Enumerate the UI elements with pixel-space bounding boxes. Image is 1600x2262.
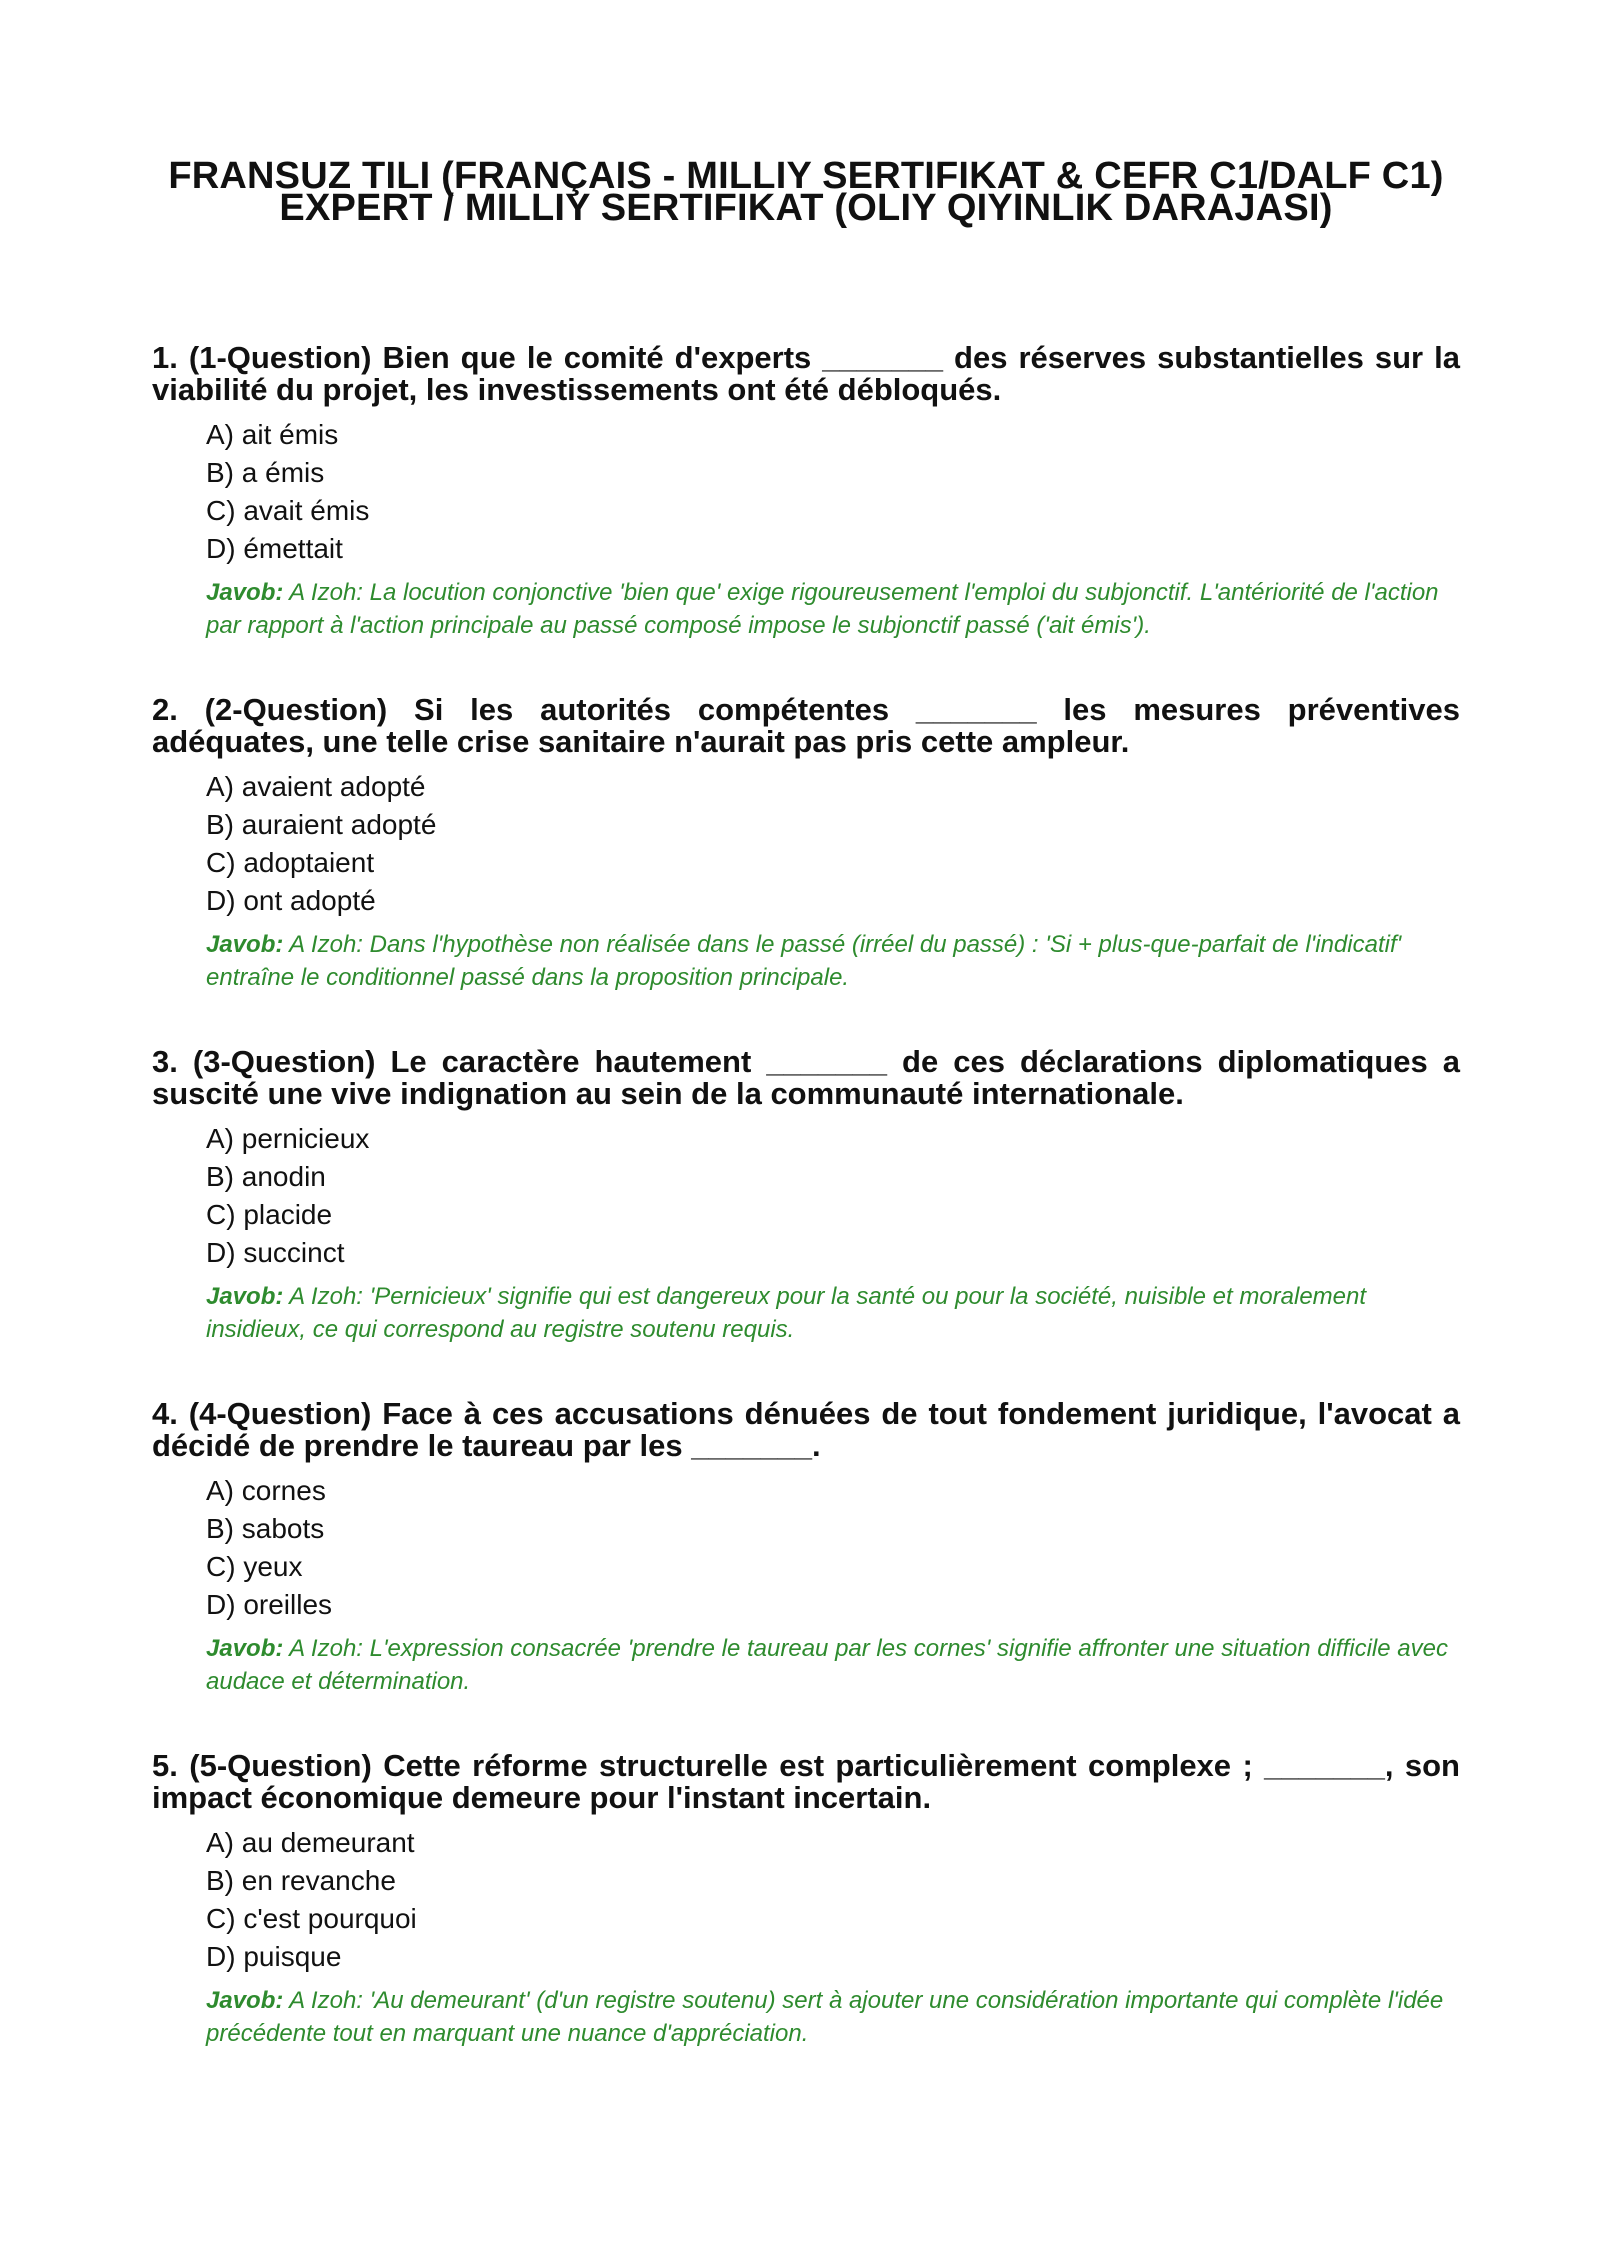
option-b[interactable]: B) auraient adopté bbox=[206, 809, 437, 840]
option-b[interactable]: B) anodin bbox=[206, 1161, 326, 1192]
answer-explanation bbox=[206, 1984, 1460, 2050]
option-list bbox=[152, 416, 1460, 568]
answer-text: A Izoh: Dans l'hypothèse non réalisée dans le passé (irréel du passé) : 'Si + plus-que-parfait de l'indicatif' entraîne le conditionnel passé dans la proposition principale. bbox=[206, 931, 1402, 991]
option-a[interactable]: A) au demeurant bbox=[206, 1827, 415, 1858]
question-1 bbox=[152, 342, 1460, 642]
option-a[interactable]: A) avaient adopté bbox=[206, 771, 426, 802]
option-list bbox=[152, 1120, 1460, 1272]
option-a[interactable]: A) cornes bbox=[206, 1475, 326, 1506]
option-b[interactable]: B) sabots bbox=[206, 1513, 325, 1544]
option-b[interactable]: B) en revanche bbox=[206, 1865, 396, 1896]
answer-text: A Izoh: 'Pernicieux' signifie qui est dangereux pour la santé ou pour la société, nuisible et moralement insidieux, ce qui correspond au registre soutenu requis. bbox=[206, 1283, 1367, 1343]
answer-label: Javob: bbox=[206, 1987, 284, 2014]
option-c[interactable]: C) avait émis bbox=[206, 495, 370, 526]
answer-explanation bbox=[206, 1280, 1460, 1346]
answer-label: Javob: bbox=[206, 579, 284, 606]
question-2 bbox=[152, 694, 1460, 994]
option-d[interactable]: D) ont adopté bbox=[206, 885, 376, 916]
answer-text: A Izoh: L'expression consacrée 'prendre le taureau par les cornes' signifie affronter une situation difficile avec audace et détermination. bbox=[206, 1635, 1448, 1695]
question-stem: 4. (4-Question) Face à ces accusations dénuées de tout fondement juridique, l'avocat a décidé de prendre le taureau par les _______. bbox=[152, 1396, 1460, 1463]
option-b[interactable]: B) a émis bbox=[206, 457, 325, 488]
option-list bbox=[152, 1824, 1460, 1976]
answer-label: Javob: bbox=[206, 1635, 284, 1662]
option-list bbox=[152, 1472, 1460, 1624]
option-c[interactable]: C) yeux bbox=[206, 1551, 303, 1582]
option-c[interactable]: C) adoptaient bbox=[206, 847, 375, 878]
answer-explanation bbox=[206, 1632, 1460, 1698]
question-stem: 3. (3-Question) Le caractère hautement _______ de ces déclarations diplomatiques a suscité une vive indignation au sein de la communauté internationale. bbox=[152, 1044, 1460, 1111]
option-d[interactable]: D) émettait bbox=[206, 533, 343, 564]
question-5 bbox=[152, 1750, 1460, 2050]
question-stem: 5. (5-Question) Cette réforme structurelle est particulièrement complexe ; _______, son impact économique demeure pour l'instant incertain. bbox=[152, 1748, 1460, 1815]
answer-text: A Izoh: La locution conjonctive 'bien que' exige rigoureusement l'emploi du subjonctif. L'antériorité de l'action par rapport à l'action principale au passé composé impose le subjonctif passé ('ait émis'). bbox=[206, 579, 1439, 639]
question-stem: 1. (1-Question) Bien que le comité d'experts _______ des réserves substantielles sur la viabilité du projet, les investissements ont été débloqués. bbox=[152, 340, 1460, 407]
answer-label: Javob: bbox=[206, 1283, 284, 1310]
answer-label: Javob: bbox=[206, 931, 284, 958]
option-c[interactable]: C) placide bbox=[206, 1199, 333, 1230]
option-a[interactable]: A) ait émis bbox=[206, 419, 339, 450]
option-a[interactable]: A) pernicieux bbox=[206, 1123, 370, 1154]
option-d[interactable]: D) puisque bbox=[206, 1941, 342, 1972]
document-title: FRANSUZ TILI (FRANÇAIS - MILLIY SERTIFIKAT & CEFR C1/DALF C1) EXPERT / MILLIY SERTIFIKAT (OLIY QIYINLIK DARAJASI) bbox=[168, 155, 1444, 229]
question-3 bbox=[152, 1046, 1460, 1346]
answer-explanation bbox=[206, 928, 1460, 994]
question-4 bbox=[152, 1398, 1460, 1698]
option-list bbox=[152, 768, 1460, 920]
answer-explanation bbox=[206, 576, 1460, 642]
option-d[interactable]: D) oreilles bbox=[206, 1589, 333, 1620]
option-c[interactable]: C) c'est pourquoi bbox=[206, 1903, 417, 1934]
answer-text: A Izoh: 'Au demeurant' (d'un registre soutenu) sert à ajouter une considération importante qui complète l'idée précédente tout en marquant une nuance d'appréciation. bbox=[206, 1987, 1444, 2047]
option-d[interactable]: D) succinct bbox=[206, 1237, 345, 1268]
question-stem: 2. (2-Question) Si les autorités compétentes _______ les mesures préventives adéquates, une telle crise sanitaire n'aurait pas pris cette ampleur. bbox=[152, 692, 1460, 759]
